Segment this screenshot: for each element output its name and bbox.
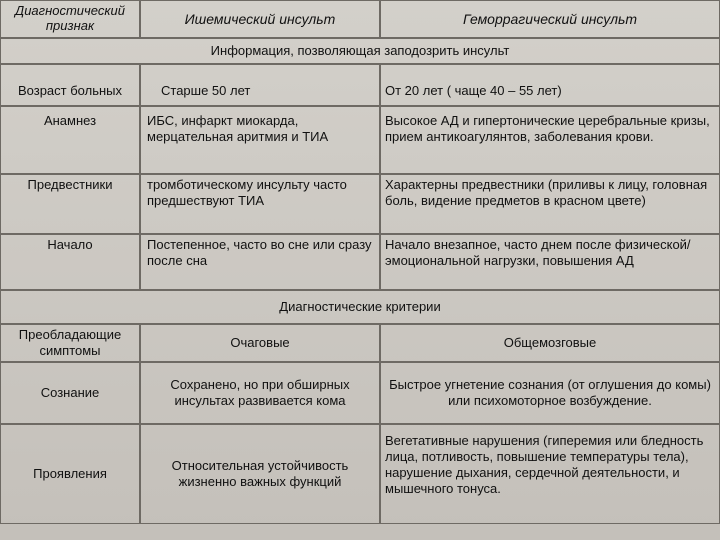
section-diagnostic-criteria [0, 290, 720, 324]
row-symptoms-label: Преобладающие симптомы [0, 324, 140, 362]
row-manifestations-hemorrhagic: Вегетативные нарушения (гиперемия или бледность лица, потливость, повышение температуры тела), нарушение дыхания, сердечной деятельности, и мышечного тонуса. [380, 424, 720, 524]
row-onset-ischemic: Постепенное, часто во сне или сразу после сна [140, 234, 380, 290]
row-anamnesis-hemorrhagic: Высокое АД и гипертонические церебральные кризы, прием антикоагулянтов, заболевания крови. [380, 106, 720, 174]
row-consciousness-hemorrhagic: Быстрое угнетение сознания (от оглушения до комы) или психомоторное возбуждение. [380, 362, 720, 424]
row-onset-hemorrhagic: Начало внезапное, часто днем после физической/эмоциональной нагрузки, повышения АД [380, 234, 720, 290]
row-anamnesis-label: Анамнез [0, 106, 140, 174]
row-symptoms-hemorrhagic: Общемозговые [380, 324, 720, 362]
row-precursors-ischemic: тромботическому инсульту часто предшествуют ТИА [140, 174, 380, 234]
section-diagnostic-criteria-title: Диагностические критерии [279, 299, 441, 314]
row-manifestations-ischemic: Относительная устойчивость жизненно важных функций [140, 424, 380, 524]
row-consciousness-ischemic: Сохранено, но при обширных инсультах развивается кома [140, 362, 380, 424]
row-manifestations-label: Проявления [0, 424, 140, 524]
section-suspect-info-title: Информация, позволяющая заподозрить инсульт [210, 43, 510, 58]
row-age-label: Возраст больных [0, 64, 140, 106]
row-onset-label: Начало [0, 234, 140, 290]
header-ischemic-label: Ишемический инсульт [184, 11, 336, 27]
section-suspect-info [0, 38, 720, 64]
row-age-hemorrhagic: От 20 лет ( чаще 40 – 55 лет) [380, 64, 720, 106]
row-symptoms-ischemic: Очаговые [140, 324, 380, 362]
row-anamnesis-ischemic: ИБС, инфаркт миокарда, мерцательная аритмия и ТИА [140, 106, 380, 174]
row-precursors-hemorrhagic: Характерны предвестники (приливы к лицу, головная боль, видение предметов в красном цвете) [380, 174, 720, 234]
row-precursors-label: Предвестники [0, 174, 140, 234]
header-hemorrhagic-label: Геморрагический инсульт [462, 11, 638, 27]
header-feature [0, 0, 140, 38]
header-hemorrhagic [380, 0, 720, 38]
row-consciousness-label: Сознание [0, 362, 140, 424]
header-feature-label: Диагностический признак [15, 3, 125, 33]
row-age-ischemic: Старше 50 лет [140, 64, 380, 106]
header-ischemic [140, 0, 380, 38]
